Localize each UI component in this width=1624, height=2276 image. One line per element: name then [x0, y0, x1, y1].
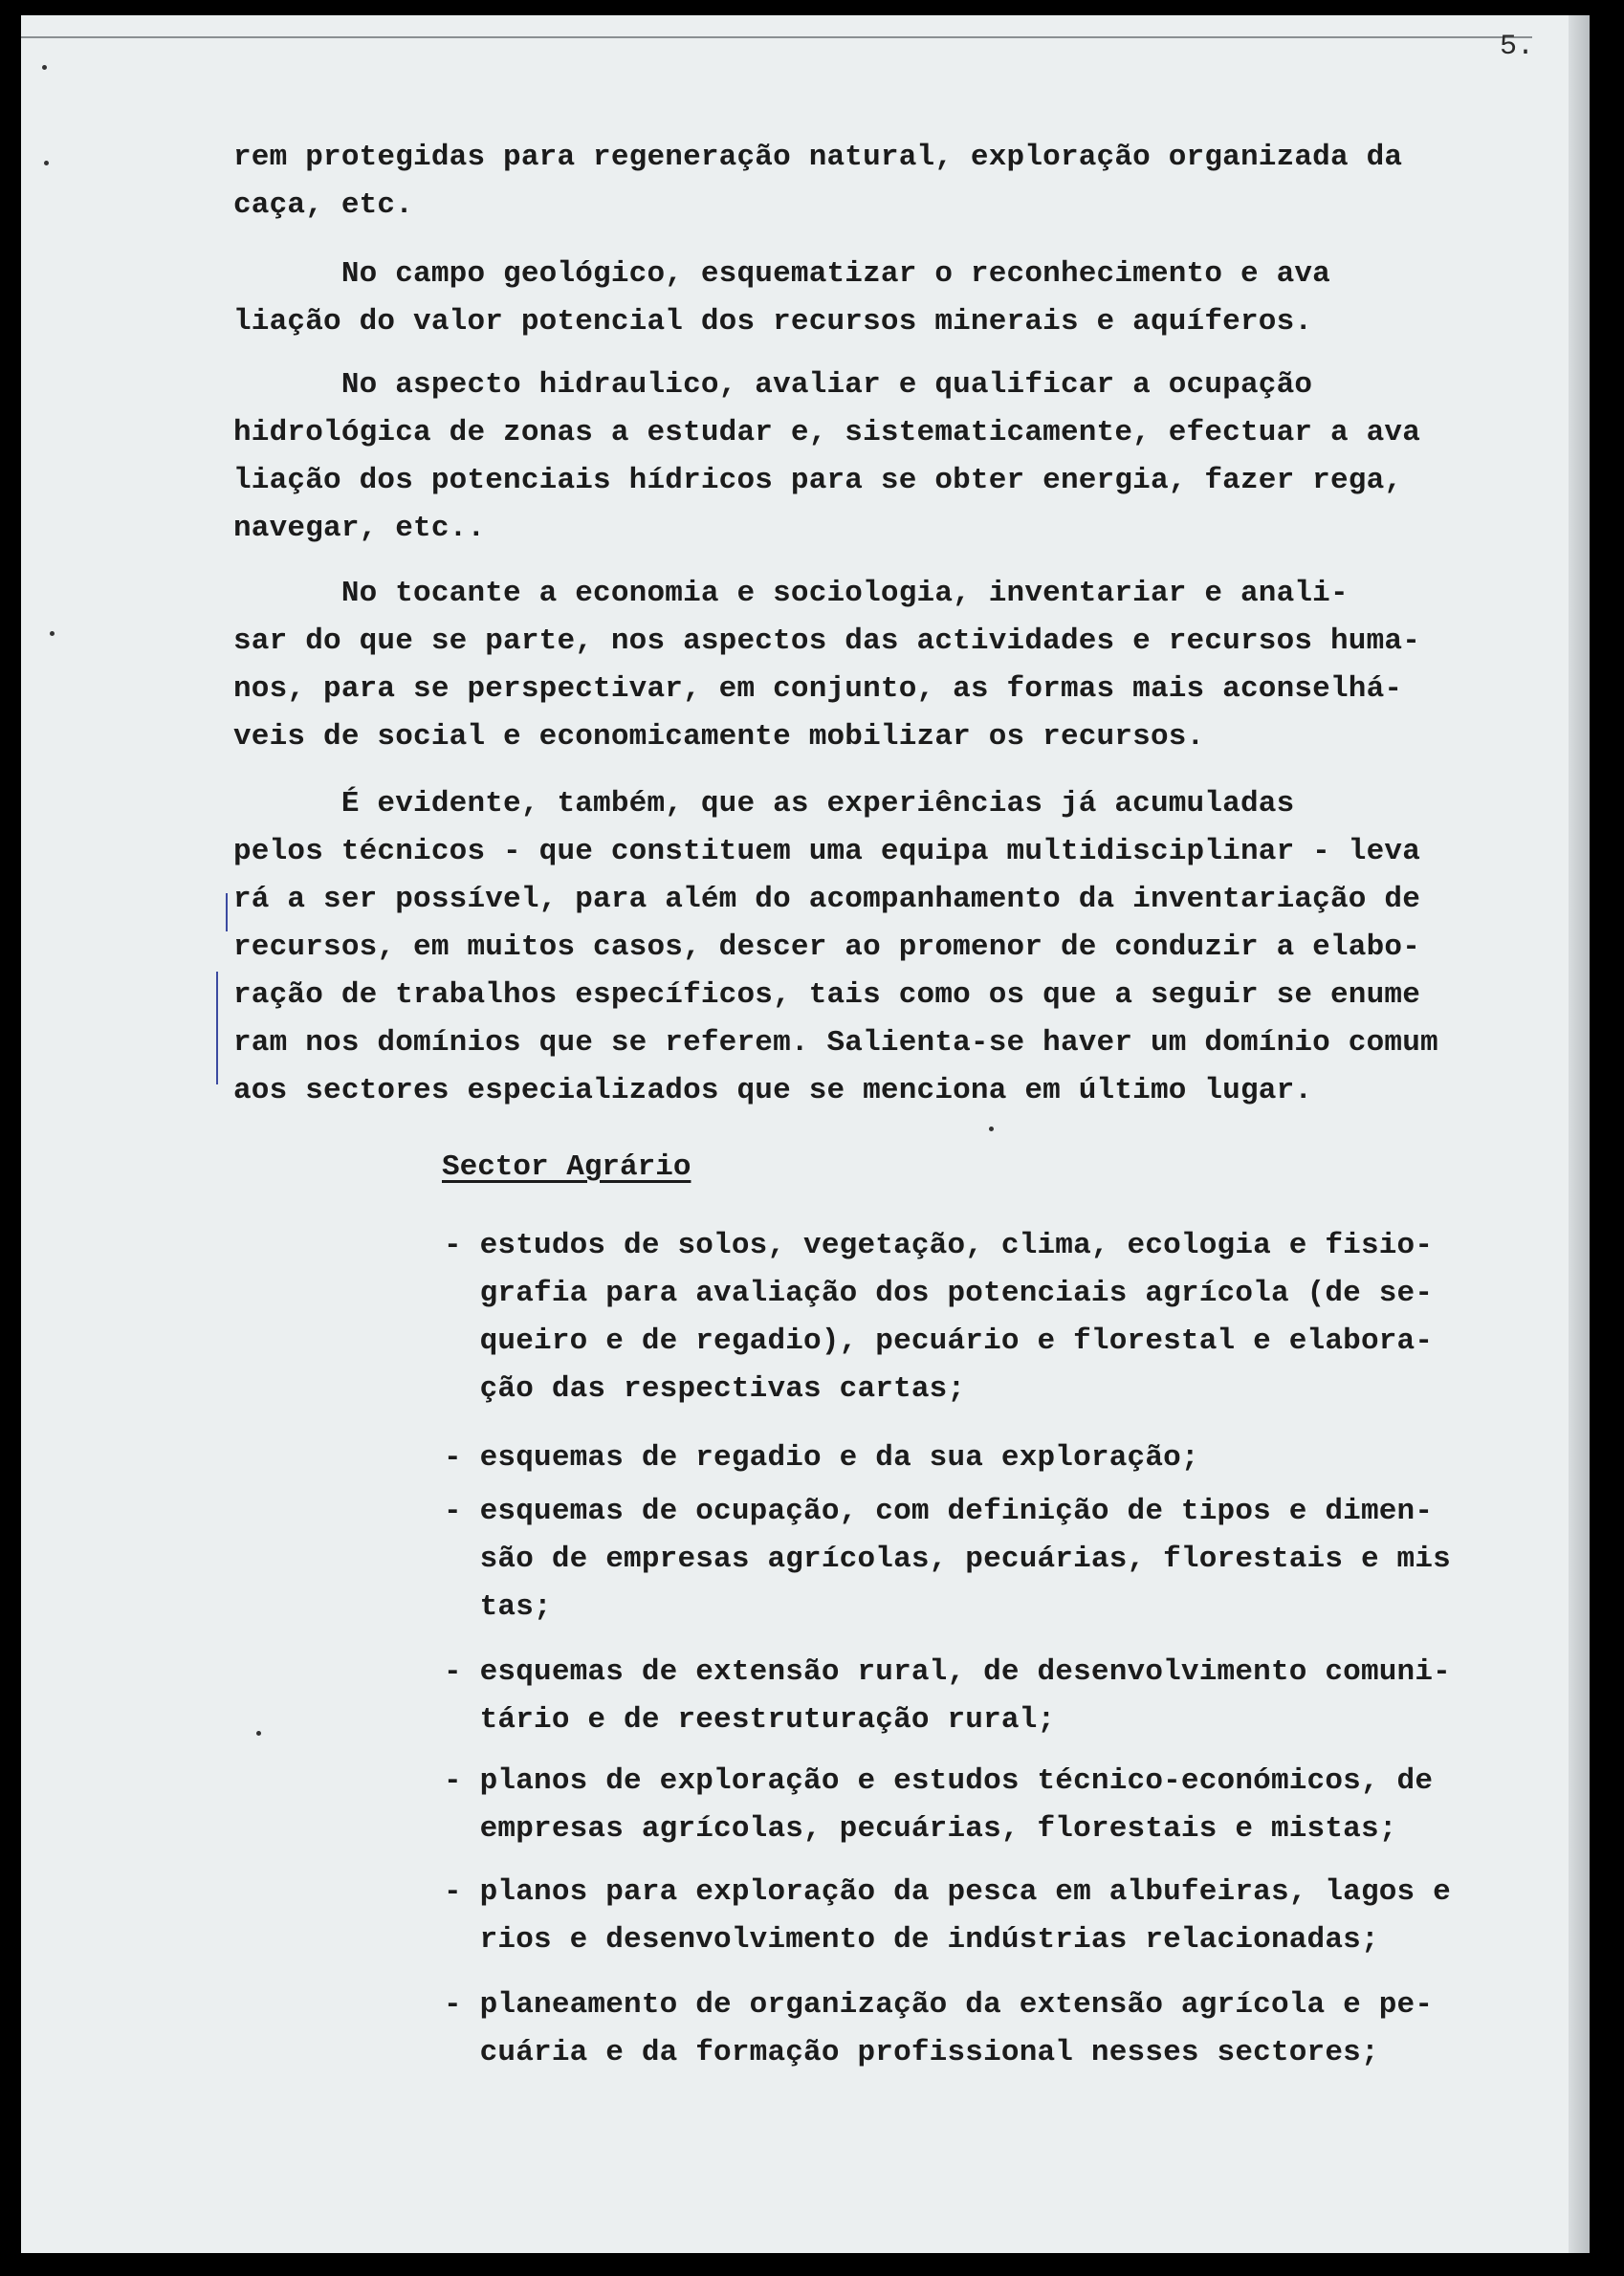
paragraph-experience: É evidente, também, que as experiências já acumuladas pelos técnicos - que constituem uma equipa multidisciplinar - leva rá a ser possível, para além do acompanhamento da inventariação de recursos, em muitos casos, descer ao promenor de conduzir a elabo- ração de trabalhos específicos, tais como os que a seguir se enume ram nos domínios que se referem. Salienta-se haver um domínio comum aos sectores especializados que se menciona em último lugar.	[233, 787, 1438, 1107]
list-item: - planos para exploração da pesca em albufeiras, lagos e rios e desenvolvimento de indústrias relacionadas;	[444, 1875, 1451, 1957]
margin-pen-mark	[216, 972, 218, 1084]
paper-speck	[989, 1127, 994, 1131]
list-item: - planos de exploração e estudos técnico-económicos, de empresas agrícolas, pecuárias, florestais e mistas;	[444, 1764, 1434, 1846]
paper-edge-shadow	[1569, 15, 1590, 2253]
top-rule	[21, 36, 1532, 38]
list-item: - esquemas de regadio e da sua exploração;	[444, 1441, 1199, 1475]
page-number: 5.	[1500, 31, 1535, 63]
paper-speck	[44, 161, 49, 165]
list-item: - estudos de solos, vegetação, clima, ecologia e fisio- grafia para avaliação dos potenciais agrícola (de se- queiro e de regadio), pecuário e florestal e elabora- ção das respectivas cartas;	[444, 1229, 1434, 1406]
paragraph-economy: No tocante a economia e sociologia, inventariar e anali- sar do que se parte, nos aspectos das actividades e recursos huma- nos, para se perspectivar, em conjunto, as formas mais aconselhá- veis de social e economicamente mobilizar os recursos.	[233, 577, 1420, 754]
section-heading: Sector Agrário	[442, 1150, 691, 1184]
paper-speck	[50, 631, 55, 636]
document-page	[21, 15, 1590, 2253]
paper-speck	[42, 65, 47, 70]
paragraph-continuation: rem protegidas para regeneração natural, exploração organizada da caça, etc.	[233, 141, 1403, 222]
margin-pen-mark	[226, 893, 228, 931]
paper-speck	[256, 1731, 261, 1736]
list-item: - esquemas de ocupação, com definição de tipos e dimen- são de empresas agrícolas, pecuárias, florestais e mis tas;	[444, 1495, 1451, 1624]
paragraph-hydraulic: No aspecto hidraulico, avaliar e qualificar a ocupação hidrológica de zonas a estudar e, sistematicamente, efectuar a ava liação dos potenciais hídricos para se obter energia, fazer rega, navegar, etc..	[233, 368, 1420, 545]
paragraph-geological: No campo geológico, esquematizar o reconhecimento e ava liação do valor potencial dos recursos minerais e aquíferos.	[233, 257, 1330, 339]
list-item: - esquemas de extensão rural, de desenvolvimento comuni- tário e de reestruturação rural;	[444, 1655, 1451, 1737]
list-item: - planeamento de organização da extensão agrícola e pe- cuária e da formação profissional nesses sectores;	[444, 1988, 1434, 2069]
